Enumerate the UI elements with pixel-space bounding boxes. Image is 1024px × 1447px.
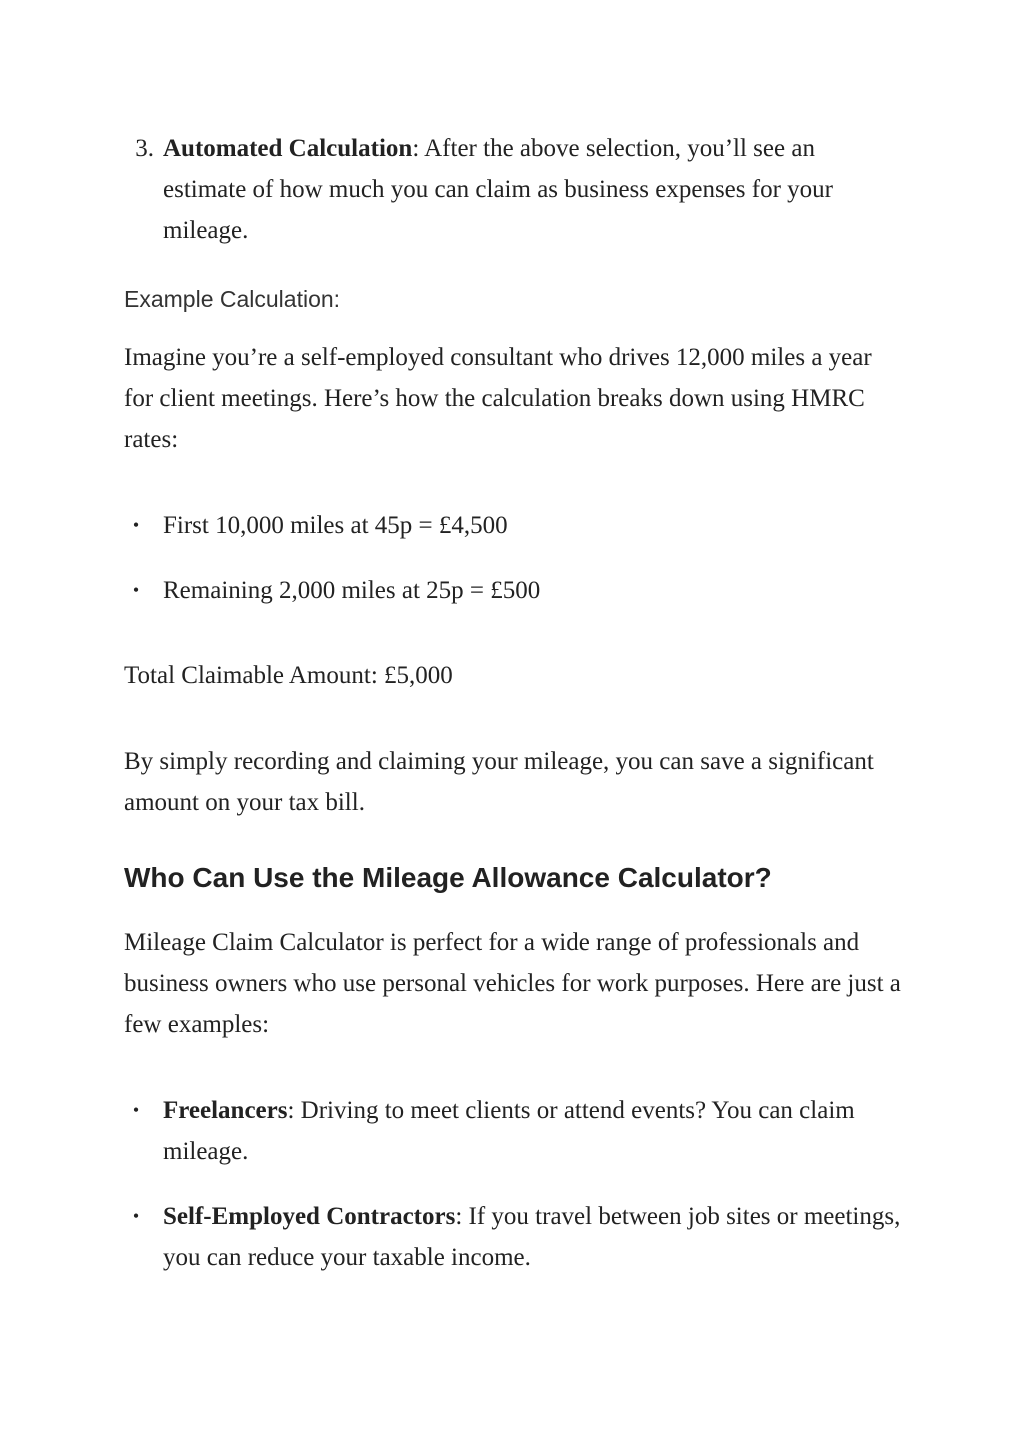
calculation-list-item [124,570,904,611]
example-heading: Example Calculation: [124,286,341,312]
user-text: : If you travel between job sites or meetings, you can reduce your taxable income. [163,1203,901,1271]
numbered-list-item [124,128,904,251]
calculation-item-text: First 10,000 miles at 45p = £4,500 [163,512,508,539]
section-heading: Who Can Use the Mileage Allowance Calculator? [124,862,772,893]
calculation-item-text: Remaining 2,000 miles at 25p = £500 [163,577,541,604]
item-title: Automated Calculation [163,135,413,162]
section-intro-paragraph: Mileage Claim Calculator is perfect for a wide range of professionals and business owners who use personal vehicles for work purposes. Here are just a few examples: [124,929,901,1038]
item-text: : After the above selection, you’ll see an estimate of how much you can claim as business expenses for your mileage. [163,135,833,244]
bullet-icon: • [132,515,140,535]
total-claimable-amount: Total Claimable Amount: £5,000 [124,662,453,689]
user-item-body [163,1090,904,1172]
example-intro-paragraph: Imagine you’re a self-employed consultant who drives 12,000 miles a year for client meetings. Here’s how the calculation breaks down using HMRC rates: [124,344,872,453]
user-list-item [124,1196,904,1278]
bullet-icon: • [132,1206,140,1226]
calculation-list-item [124,505,904,546]
bullet-icon: • [132,1100,140,1120]
user-text: : Driving to meet clients or attend events? You can claim mileage. [163,1097,855,1165]
savings-note-paragraph: By simply recording and claiming your mileage, you can save a significant amount on your tax bill. [124,748,874,816]
user-title: Freelancers [163,1097,288,1124]
bullet-icon: • [132,580,140,600]
list-number: 3. [135,135,154,162]
user-list-item [124,1090,904,1172]
user-item-body [163,1196,904,1278]
list-item-body [163,128,904,251]
user-title: Self-Employed Contractors [163,1203,456,1230]
